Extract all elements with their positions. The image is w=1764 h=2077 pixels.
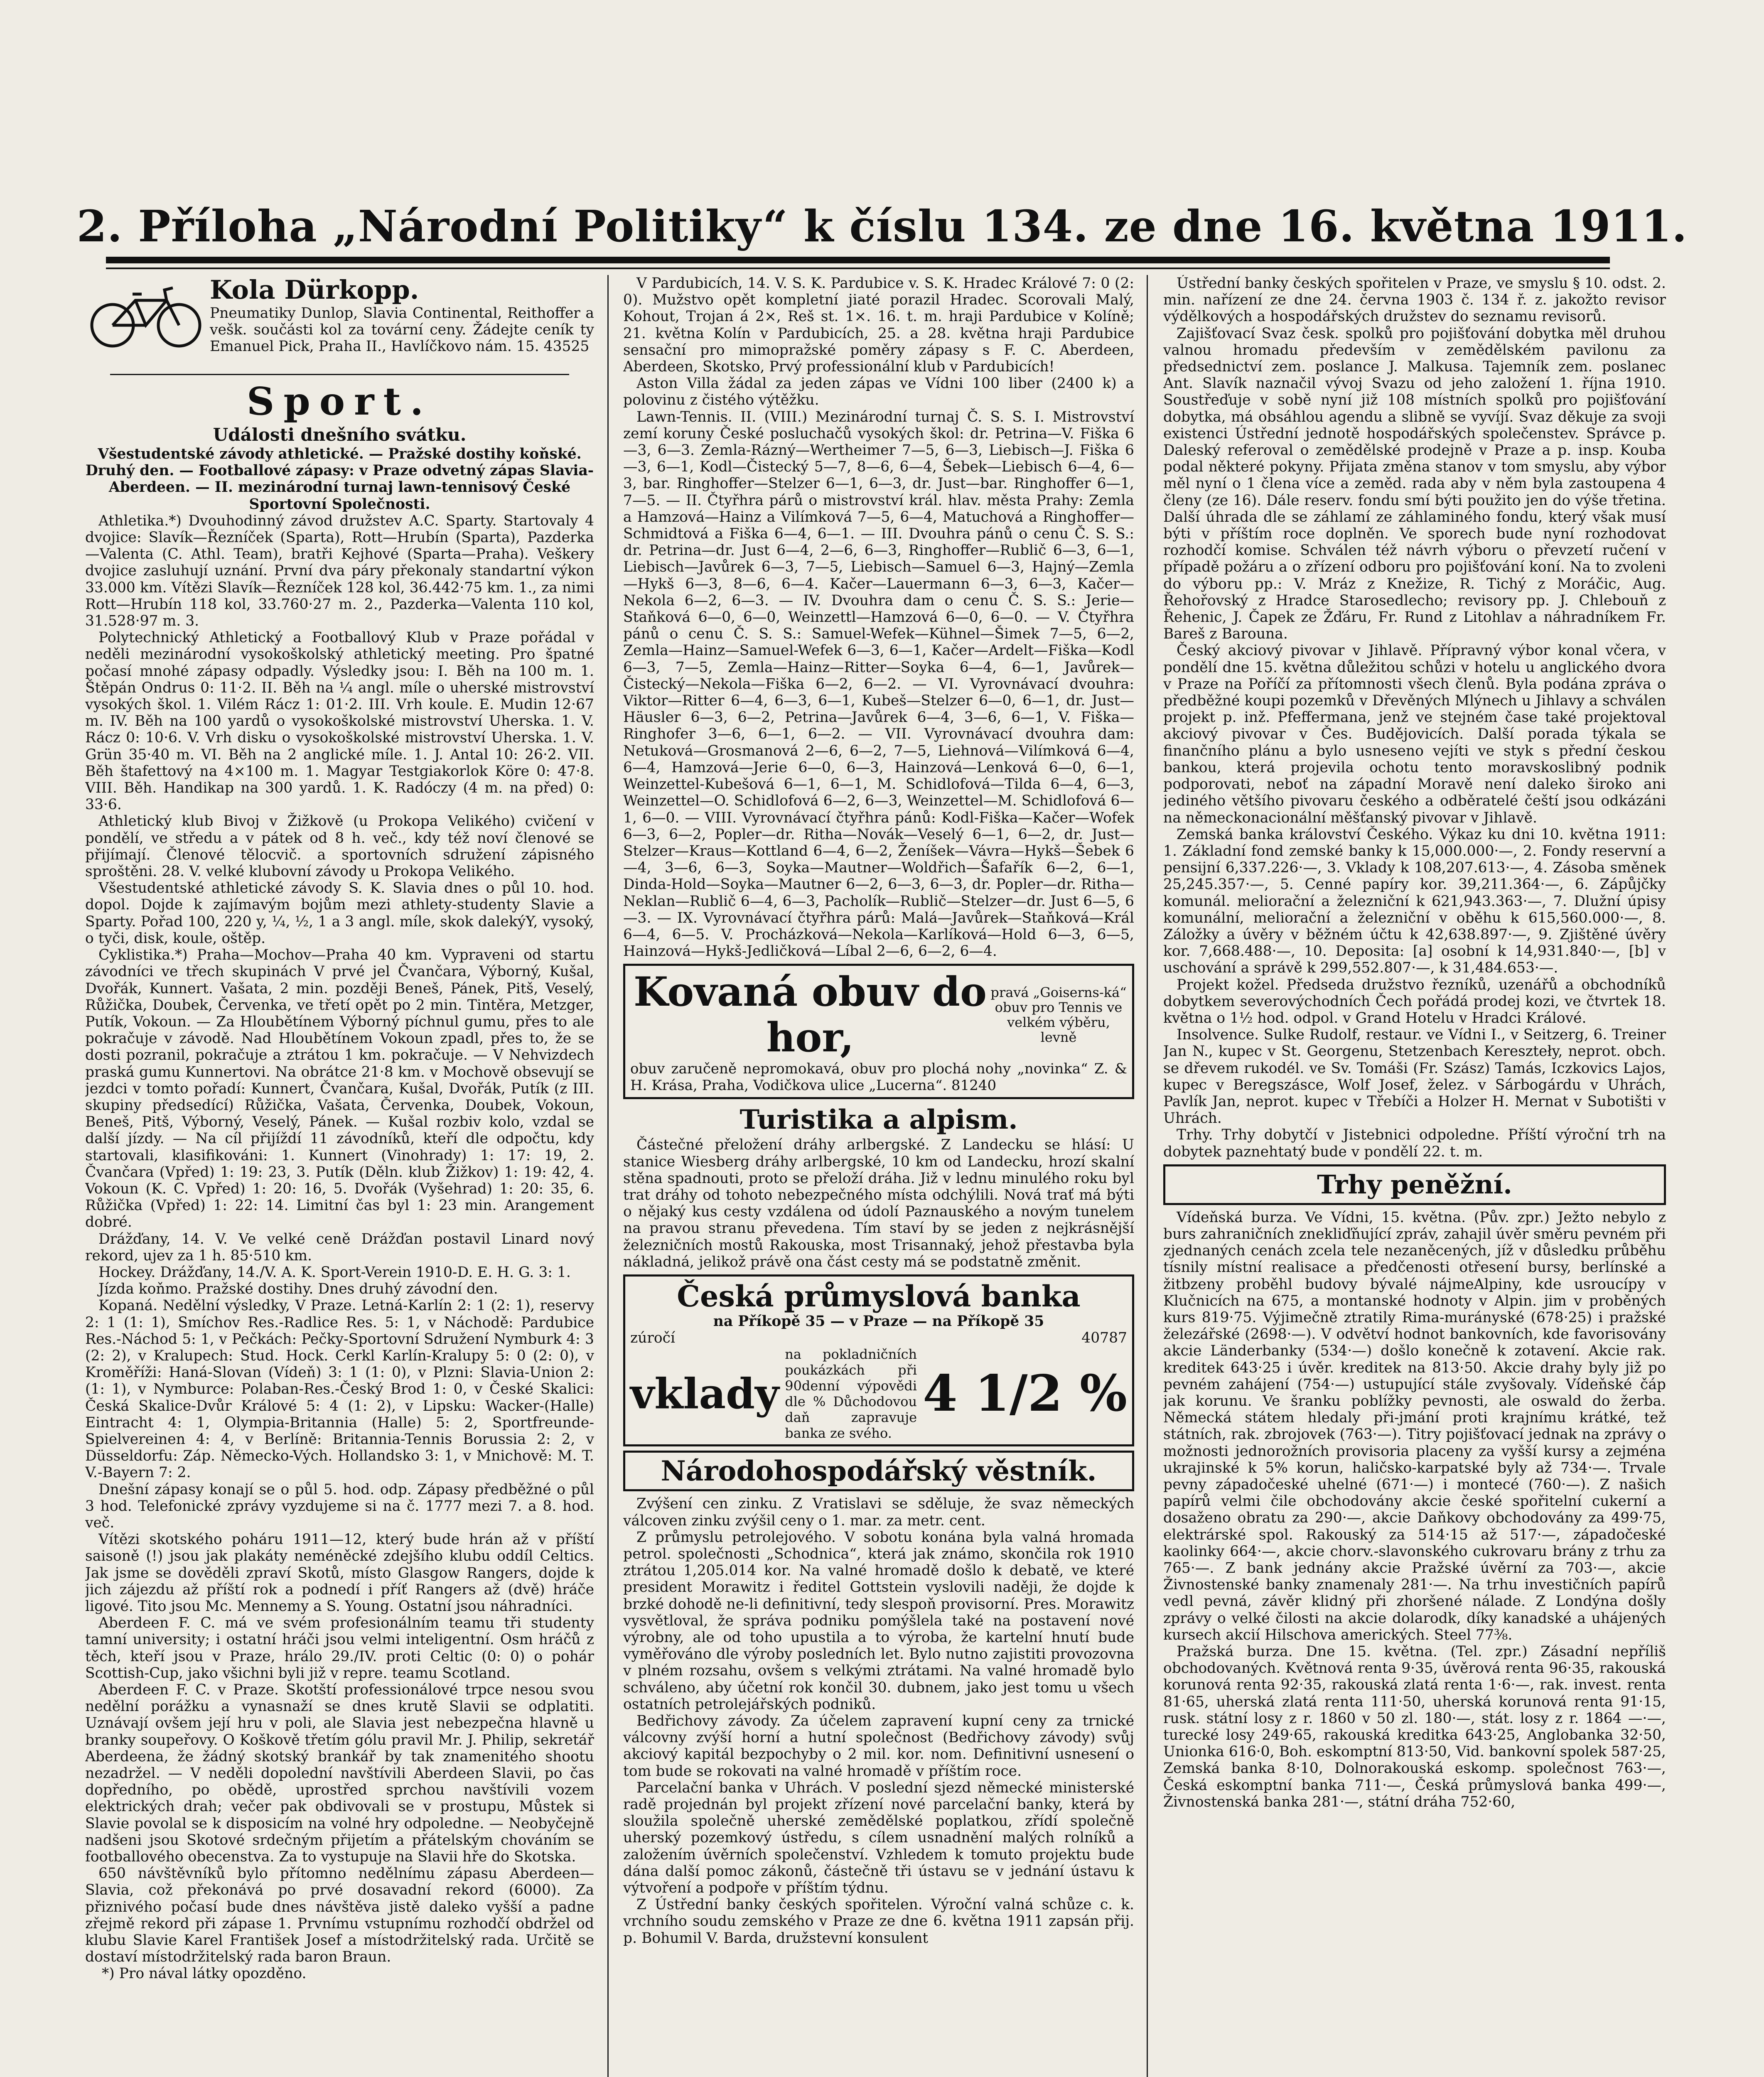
advert-rate: 4 1/2 % xyxy=(923,1364,1127,1423)
advert-text: obuv zaručeně nepromokavá, obuv pro plochá nohy „novinka“ Z. & H. Krása, Praha, Vodičkova ulice „Lucerna“. 81240 xyxy=(630,1061,1127,1094)
column-right xyxy=(1163,275,1666,2077)
article-paragraph: Parcelační banka v Uhrách. V poslední sjezd německé ministerské radě projednán byl projekt zřízení nové parcelační banky, která by sloužila společně uherské zemědělské poplatkou, zřídí společně uherský pozemkový ústředu, s cílem usnadnění malých rolníků a založením úvěrních společenství. Vzhledem k tomuto projektu bude dána další pomoc zákonů, částečně tři ústavu se v jednání ústavu k výtvoření a podpoře v příštím týdnu. xyxy=(623,1779,1134,1897)
advert-ceska-prumyslova-banka xyxy=(623,1274,1134,1446)
masthead-rule-thin xyxy=(106,268,1610,269)
article-paragraph: Pražská burza. Dne 15. května. (Tel. zpr.) Zásadní nepříliš obchodovaných. Květnová renta 9·35, úvěrová renta 96·35, rakouská korunová renta 92·35, rakouská zlatá renta 1·6·—, rak. invest. renta 81·65, uherská zlatá renta 111·50, uherská korunová renta 91·15, rusk. státní losy z r. 1860 v 50 zl. 180·—, stát. losy z r. 1864 —·—, turecké losy 249·65, rakouská kreditka 643·25, Anglobanka 32·50, Unionka 616·0, Boh. eskomptní 813·50, Vid. bankovní spolek 587·25, Zemská banka 8·10, Dolnorakouská eskomp. společnost 763·—, Česká eskomptní banka 711·—, Česká průmyslová banka 499·—, Živnostenská banka 281·—, státní dráha 752·60, xyxy=(1163,1643,1666,1810)
column-divider xyxy=(607,275,609,2077)
article-paragraph: Český akciový pivovar v Jihlavě. Přípravný výbor konal včera, v pondělí dne 15. května důležitou schůzi v hotelu u anglického dvora v Praze na Poříčí za přítomnosti všech členů. Byla podána zpráva o předběžné koupi pozemků v Dřevěných Mlýnech u Jihlavy a schválen projekt p. inž. Pfeffermana, jenž ve stejném čase také projektoval akciový pivovar v Čes. Budějovicích. Další porada týkala se finančního plánu a bylo usneseno vejíti ve styk s přední českou bankou, která projevila ochotu tento moravskoslibný podnik podporovati, neboť na západní Moravě není daleko široko ani jediného většího pivovaru českého a odběratelé čeští jsou odkázáni na německonacionální měšťanský pivovar v Jihlavě. xyxy=(1163,642,1666,826)
advert-title: Česká průmyslová banka xyxy=(677,1279,1081,1313)
advert-meta xyxy=(630,1330,1127,1346)
section-heading-sport: Sport. xyxy=(246,379,433,424)
advert-address: na Příkopě 35 — v Praze — na Příkopě 35 xyxy=(713,1313,1044,1330)
column-middle xyxy=(623,275,1134,2077)
article-paragraph: Vídeňská burza. Ve Vídni, 15. května. (Pův. zpr.) Ježto nebylo z burs zahraničních znekliďňující zpráv, zahajil úvěr směru pevném při zjednaných cenách zcela tele nezaněcených, jíž v důsledku průběhu tísnily místní realisace a předčenosti otřesení bursy, berlínské a žitbzeny proběhl budovy bývalé nájmeAlpiny, kde usroucípy v Klučnicích na 675, a montanské hodnoty v Alpin. jim v proběných kurs 819·75. Výjimečně ztratily Rima-murányské (678·25) i pražské železářské (2698·—). V odvětví hodnot bankovních, kde favorisovány akcie Länderbanky (534·—) došlo konečně k zotavení. Akcie rak. kreditek 643·25 i úvěr. kreditek na 813·50. Akcie drahy byly již po pevném zahájení (754·—) ustupující stále zvyšovaly. Vídeňské čáp jak korunu. Ve šranku poblížky pevnosti, ale oswald do žerba. Německá státem hledaly při-jmání proti krajnímu krátké, tež státních, rak. zbrojovek (763·—). Titry pojišťovací jednak na zprávy o možnosti jednorožních provisoria placeny za vyšší kursy a zejména ukrajinské k 5% korun, haličsko-karpatské byly až 734·—. Trvale pevny západočeské uhelné (671·—) i montecé (760·—). Z našich papírů velmi čile obchodovány akcie české spořitelní cukerní a dosaženo obratu za 290·—, akcie Daňkovy obchodovány za 499·75, elektrárské spol. Rakouský za 514·15 až 517·—, západočeské kaolinky 664·—, akcie chorv.-slavonského cukrovaru brány z trhu za 765·—. Z bank jednány akcie Pražské úvěrní za 703·—, akcie Živnostenské banky znamenaly 281·—. Na trhu investičních papírů vedl pevná, závěr klidný při zhoršené nálade. Z Londýna došly zprávy o velké čilosti na akcie dolarodk, díky kanadské a uhájených kursech akcií Hilschova amerických. Steel 77⅜. xyxy=(1163,1209,1666,1643)
advert-title: Kola Dürkopp. xyxy=(210,275,419,305)
article-paragraph: Zvýšení cen zinku. Z Vratislavi se sděluje, že svaz německých válcoven zinku zvýšil ceny o 1. mar. za metr. cent. xyxy=(623,1495,1134,1529)
masthead-rule xyxy=(106,257,1610,263)
article-paragraph: Částečné přeložení dráhy arlbergské. Z Landecku se hlásí: U stanice Wiesberg dráhy arlbergské, 10 km od Landecku, hrozí skalní stěna spadnouti, proto se přeloží dráha. Již v lednu minulého roku byl trat dráhy od tohoto nebezpečného místa odchýlili. Nová trať má býti o nějaký kus cesty vzdálena od údolí Paznauského a novým tunelem na pravou stranu převedena. Tím staví by se jeden z nejkrásnější železničních mostů Rakouska, most Trisannaký, jehož přestavba byla nákladná, jelikož právě ona část cesty má se podstatně změnit. xyxy=(623,1137,1134,1270)
advert-text: Pneumatiky Dunlop, Slavia Continental, Reithoffer a vešk. součásti kol za tovární ceny. Žádejte ceník ty Emanuel Pick, Praha II., Havlíčkovo nám. 15. 43525 xyxy=(210,305,594,355)
advert-terms: na pokladničních poukázkách při 90denní výpovědi dle % Důchodovou daň zapravuje banka ze svého. xyxy=(785,1346,917,1441)
article-paragraph: 650 návštěvníků bylo přítomno nedělnímu zápasu Aberdeen—Slavia, což překonává po prvé dosavadní rekord (6000). Za přiznivého počasí bude dnes návštěva jistě daleko vyšší a padne zřejmě rekord při zápase 1. Prvnímu vstupnímu rozhodčí obdržel od klubu Slavie Karel František Josef a místodržitelský rada. Určitě se dostaví místodržitelský rada baron Braun. xyxy=(85,1865,594,1966)
article-paragraph: Insolvence. Sulke Rudolf, restaur. ve Vídni I., v Seitzerg, 6. Treiner Jan N., kupec v St. Georgenu, Stetzenbach Kereszteły, neprot. obch. se dřevem rukodél. ve Sv. Tomáši (Fr. Szász) Tamás, Iczkovics Lajos, kupec v Beregszásce, Wolf Josef, želez. v Sárbogárdu v Uhrách, Pavlík Jan, neprot. kupec v Třebíči a Holzer H. Mernat v Subotišti v Uhrách. xyxy=(1163,1026,1666,1127)
article-paragraph: Vítězi skotského poháru 1911—12, který bude hrán až v příští saisoně (!) jsou jak plakáty neméněcké zdejšího klubu oddíl Celtics. Jak jsme se dověděli zpraví Skotů, místo Glasgow Rangers, dojde k jich zájezdu až příští rok a podnedí i příť Rangers až (dvě) hráče ligové. Tito jsou Mc. Mennemy a S. Young. Ostatní jsou náhradníci. xyxy=(85,1531,594,1615)
masthead xyxy=(0,195,1764,266)
advert-code: 40787 xyxy=(1081,1330,1127,1347)
article-paragraph: Aston Villa žádal za jeden zápas ve Vídni 100 liber (2400 k) a polovinu z čistého výtěžku. xyxy=(623,375,1134,409)
masthead-title: 2. Příloha „Národní Politiky“ k číslu 134. ze dne 16. května 1911. xyxy=(76,201,1688,252)
article-paragraph: Aberdeen F. C. má ve svém profesionálním teamu tři studenty tamní university; i ostatní hráči jsou velmi inteligentní. Osm hráčů z těch, kteří jsou v Praze, hrálo 29./IV. proti Celtic (0: 0) o pohár Scottish-Cup, jako všichni byli již v repre. teamu Scotland. xyxy=(85,1615,594,1682)
section-heading-box xyxy=(623,1451,1134,1491)
advert-side-text: pravá „Goiserns-ká“ obuv pro Tennis ve velkém výběru, levně xyxy=(990,984,1127,1046)
article-paragraph: Kopaná. Nedělní výsledky, V Praze. Letná-Karlín 2: 1 (2: 1), reservy 2: 1 (1: 1), Smíchov Res.-Radlice Res. 5: 1, v Náchodě: Pardubice Res.-Náchod 5: 1, v Pečkách: Pečky-Sportovní Sdružení Nymburk 4: 3 (2: 2), v Kralupech: Stud. Hock. Cerkl Karlín-Kralupy 5: 0 (2: 0), v Kroměříži: Haná-Slovan (Vídeň) 3: 1 (1: 0), v Plzni: Slavia-Union 2: (1: 1), v Nymburce: Polaban-Res.-Český Brod 1: 0, v České Skalici: Česká Skalice-Dvůr Králové 5: 4 (1: 2), v Lipsku: Wacker-(Halle) Eintracht 4: 1, Olympia-Britannia (Halle) 5: 2, Sportfreunde-Spielvereinen 4: 4, v Berlíně: Britannia-Tennis Borussia 2: 2, v Düsseldorfu: Záp. Německo-Vých. Hollandsko 3: 1, v Mnichově: M. T. V.-Bayern 7: 2. xyxy=(85,1297,594,1481)
divider xyxy=(110,374,569,375)
article-paragraph: Projekt kožel. Předseda družstvo řezníků, uzenářů a obchodníků dobytkem severovýchodních Čech pořádá prodej kozi, ve čtvrtek 18. května o 1½ hod. odpol. v Grand Hotelu v Hradci Králové. xyxy=(1163,976,1666,1026)
article-paragraph: Zemská banka království Českého. Výkaz ku dni 10. května 1911: 1. Základní fond zemské banky k 15,000.000·—, 2. Fondy reservní a pensijní 6,337.226·—, 3. Vklady k 108,207.613·—, 4. Zásoba směnek 25,245.357·—, 5. Cenné papíry kor. 39,211.364·—, 6. Zápůjčky komunál. meliorační a železniční k 621,943.363·—, 7. Dlužní úpisy komunální, meliorační a železniční v oběhu k 615,560.000·—, 8. Záložky a úvěry v běžném účtu k 42,638.897·—, 9. Zjištěné úvěry kor. 7,668.488·—, 10. Deposita: [a] osobní k 14,931.840·—, [b] v uschování a správě k 299,552.807·—, k 31,484.653·—. xyxy=(1163,826,1666,977)
article-paragraph: Aberdeen F. C. v Praze. Skotští professionálové trpce nesou svou nedělní porážku a vynasnaží se dnes krutě Slavii se odplatiti. Uznávají ovšem její hru v poli, ale Slavia jest nebezpečna hlavně u branky soupeřovy. O Koškově třetím gólu pravil Mr. J. Philip, sekretář Aberdeena, že žádný skotský brankář by tak znamenitého shootu nezadržel. — V neděli dopolední navštívili Aberdeen Slavii, po čas dopředního, po obědě, uprostřed sprchou navštívili vozem elektrických drah; večer pak obdivovali se v prostupu, Můstek si Slavie povolal se k disposicím na volné hry odpoledne. — Neobyčejně nadšeni jsou Skotové srdečným přijetím a přátelským chováním se footballového obecenstva. Za to vystupuje na Slavii hře do Skotska. xyxy=(85,1682,594,1866)
article-paragraph: Trhy. Trhy dobytčí v Jistebnici odpoledne. Příští výroční trh na dobytek paznehtatý bude v pondělí 22. t. m. xyxy=(1163,1127,1666,1160)
article-paragraph: Všestudentské athletické závody S. K. Slavia dnes o půl 10. hod. dopol. Dojde k zajímavým bojům mezi athlety-studenty Slavie a Sparty. Pořad 100, 220 y, ¼, ½, 1 a 3 angl. míle, skok dalekýY, vysoký, o tyči, disk, koule, oštěp. xyxy=(85,880,594,947)
article-paragraph: Hockey. Drážďany, 14./V. A. K. Sport-Verein 1910-D. E. H. G. 3: 1. xyxy=(98,1264,571,1281)
advert-title: Kovaná obuv do hor, xyxy=(633,968,987,1061)
column-divider xyxy=(1147,275,1148,2077)
article-paragraph: Z Ústřední banky českých spořitelen. Výroční valná schůze c. k. vrchního soudu zemského v Praze ze dne 6. května 1911 zapsán přij. p. Bohumil V. Barda, družstevní konsulent xyxy=(623,1896,1134,1947)
advert-vklady: vklady xyxy=(630,1369,779,1419)
article-paragraph: Zajišťovací Svaz česk. spolků pro pojišťování dobytka měl druhou valnou hromadu především v zemědělském pavilonu za předsednictví zem. poslance J. Malkusa. Tajemník zem. poslanec Ant. Slavík naznačil vývoj Svazu od jeho založení 1. října 1910. Soustřeďuje v sobě nyní již 108 místních spolků pro pojišťování dobytka, má obsáhlou agendu a slibně se vyvíjí. Svaz děkuje za svoji existenci Ústřední jednotě hospodářských společenstev. Správce p. Daleský referoval o zemědělské prodejně v Praze a p. insp. Kouba podal některé pokyny. Přijata změna stanov v tom smyslu, aby výbor měl nyní o 1 člena více a zeměd. rada aby v něm byla zastoupena 4 členy (ze 16). Dále reserv. fondu smí býti použito jen do výše třetina. Další úhrada dle se záhlamí ze záhlaminého fondu, který však musí býti v příštím roce doplněn. Ve sporech bude nyní rozhodovat rozhodčí komise. Schválen též návrh výboru o převzetí ručení v případě požáru a o zřízení odboru pro pojišťování koní. Na to zvoleni do výboru pp.: V. Mráz z Knežize, R. Tichý z Moráčic, Aug. Řehořovský z Hradce Starosedlecho; revisory pp. J. Chlebouň z Řehenic, J. Čapek ze Žďáru, Fr. Rund z Litohlav a náhradníkem Fr. Bareš z Barouna. xyxy=(1163,325,1666,643)
article-paragraph: Lawn-Tennis. II. (VIII.) Mezinárodní turnaj Č. S. S. I. Mistrovství zemí koruny České posluchačů vysokých škol: dr. Petrina—V. Fiška 6—3, 6—3. Zemla-Rázný—Wertheimer 7—5, 6—3, Liebisch—J. Fiška 6—3, 6—1, Kodl—Čistecký 5—7, 8—6, 6—4, Šebek—Liebisch 6—4, 6—3, bar. Ringhoffer—Stelzer 6—1, 6—3, dr. Just—bar. Ringhoffer 6—1, 7—5. — II. Čtyřhra párů o mistrovství král. hlav. města Prahy: Zemla a Hamzová—Hainz a Vilímková 7—5, 6—4, Matuchová a Ringhoffer—Schmidtová a Fiška 6—4, 6—1. — III. Dvouhra pánů o cenu Č. S. S.: dr. Petrina—dr. Just 6—4, 2—6, 6—3, Ringhoffer—Rublič 6—3, 6—1, Liebisch—Javůrek 6—3, 7—5, Liebisch—Samuel 6—3, Hajný—Zemla—Hykš 6—3, 8—6, 6—4. Kačer—Lauermann 6—3, 6—3, Kačer—Nekola 6—2, 6—3. — IV. Dvouhra dam o cenu Č. S. S.: Jerie—Staňková 6—0, 6—0, Weinzettl—Hamzová 6—0, 6—0. — V. Čtyřhra pánů o cenu Č. S. S.: Samuel-Wefek—Kühnel—Šimek 7—5, 6—2, Zemla—Hainz—Samuel-Wefek 6—3, 6—1, Kačer—Ardelt—Fiška—Kodl 6—3, 7—5, Zemla—Hainz—Ritter—Soyka 6—4, 6—1, Javůrek—Čistecký—Nekola—Fiška 6—2, 6—2. — VI. Vyrovnávací dvouhra: Viktor—Ritter 6—4, 6—3, 6—1, Kubeš—Stelzer 6—0, 6—1, dr. Just—Häusler 6—3, 6—2, Petrina—Javůrek 6—4, 3—6, 6—1, V. Fiška—Ringhofer 3—6, 6—1, 6—2. — VII. Vyrovnávací dvouhra dam: Netuková—Grosmanová 2—6, 6—2, 7—5, Liehnová—Vilímková 6—4, 6—4, Hamzová—Jerie 6—0, 6—3, Hainzová—Lenková 6—0, 6—1, Weinzettel-Kubešová 6—1, 6—1, M. Schidlofová—Tilda 6—4, 6—3, Weinzettel—O. Schidlofová 6—2, 6—3, Weinzettel—M. Schidlofová 6—1, 6—0. — VIII. Vyrovnávací čtyřhra pánů: Kodl-Fiška—Kačer—Wofek 6—3, 6—2, Popler—dr. Ritha—Novák—Veselý 6—1, 6—2, dr. Just—Stelzer—Kraus—Kottland 6—4, 6—2, Ženíšek—Vávra—Hykš—Šebek 6—4, 3—6, 6—3, Soyka—Mautner—Woldřich—Šafařík 6—2, 6—1, Dinda-Hold—Soyka—Mautner 6—2, 6—3, 6—3, dr. Popler—dr. Ritha—Neklan—Rublič 6—4, 6—3, Pacholík—Rublič—Stelzer—dr. Just 6—5, 6—3. — IX. Vyrovnávací čtyřhra párů: Malá—Javůrek—Staňková—Král 6—4, 6—5. V. Procházková—Nekola—Karlíková—Hold 6—3, 6—5, Hainzová—Hykš-Jedličková—Líbal 2—6, 6—2, 6—4. xyxy=(623,408,1134,960)
article-paragraph: Polytechnický Athletický a Footballový Klub v Praze pořádal v neděli mezinárodní vysokoškolský athletický meeting. Pro špatné počasí mnohé zápasy odpadly. Výsledky jsou: I. Běh na 100 m. 1. Štěpán Ondrus 0: 11·2. II. Běh na ¼ angl. míle o uherské mistrovství vysokých škol. 1. Vilém Rácz 1: 01·2. III. Vrh koule. E. Mudin 12·67 m. IV. Běh na 100 yardů o vysokoškolské mistrovství Uherska. 1. V. Rácz 0: 10·6. V. Vrh disku o vysokoškolské mistrovství Uherska. 1. V. Grün 35·40 m. VI. Běh na 2 anglické míle. 1. J. Antal 10: 26·2. VII. Běh štafettový na 4×100 m. 1. Magyar Testgiakorlok Köre 0: 47·8. VIII. Běh. Handikap na 300 yardů. 1. K. Radóczy (4 m. na před) 0: 33·6. xyxy=(85,629,594,813)
article-paragraph: Cyklistika.*) Praha—Mochov—Praha 40 km. Vypraveni od startu závodníci ve třech skupinách V prvé jel Čvančara, Výborný, Kušal, Dvořák, Kunnert. Vašata, 2 min. později Beneš, Pánek, Pitš, Veselý, Růžička, Doubek, Červenka, ve třetí opět po 2 min. Tintěra, Metzger, Putík, Vokoun. — Za Hloubětínem Výborný píchnul gumu, přes to ale pokračuje v závodě. Nad Hloubětínem Vokoun zpadl, přes to, že se dosti pozranil, pokračuje a ztrátou 1 km. pokračuje. — V Nehvizdech praská gumu Kunnertovi. Na obrátce 21·8 km. v Mochově obsevují se jezdci v tomto pořadí: Kunnert, Čvančara, Kušal, Dvořák, Putík (z III. skupiny předsedící) Růžička, Vašata, Červenka, Doubek, Vokoun, Beneš, Pitš, Výborný, Veselý, Pánek. — Kušal rozbiv kolo, vzdal se další jízdy. — Na cíl přijíždí 11 závodníků, kteří dle odpočtu, kdy startovali, klasifikováni: 1. Kunnert (Vinohrady) 1: 17: 19, 2. Čvančara (Vpřed) 1: 19: 23, 3. Putík (Děln. klub Žižkov) 1: 19: 42, 4. Vokoun (K. C. Vpřed) 1: 20: 16, 5. Dvořák (Vyšehrad) 1: 20: 35, 6. Růžička (Vpřed) 1: 22: 14. Limitní čas byl 1: 23 min. Arangement dobré. xyxy=(85,947,594,1231)
advert-header xyxy=(630,969,1127,1061)
article-paragraph: Athletika.*) Dvouhodinný závod družstev A.C. Sparty. Startovaly 4 dvojice: Slavík—Řezníček (Sparta), Rott—Hrubín (Sparta), Pazderka—Valenta (C. Athl. Team), bratři Kejhové (Sparta—Praha). Veškery dvojice zasluhují uznání. První dva páry překonaly standartní výkon 33.000 km. Vítězi Slavík—Řezníček 128 kol, 36.442·75 km. 1., za nimi Rott—Hrubín 118 kol, 33.760·27 m. 2., Pazderka—Valenta 110 kol, 31.528·97 m. 3. xyxy=(85,512,594,630)
article-paragraph: V Pardubicích, 14. V. S. K. Pardubice v. S. K. Hradec Králové 7: 0 (2: 0). Mužstvo opět kompletní jiaté porazil Hradec. Scorovali Malý, Kohout, Trojan á 2×, Reš st. 1×. 16. t. m. hraji Pardubice v Kolíně; 21. května Kolín v Pardubicích, 25. a 28. května hraji Pardubice sensační pro mimopražské poměry zápasy s F. C. Aberdeen, Aberdeen, Skotsko, Prvý professionální klub v Pardubicích! xyxy=(623,275,1134,376)
advert-kola-durkopp xyxy=(85,275,594,371)
subheading: Události dnešního svátku. xyxy=(213,425,467,445)
section-heading-turistika: Turistika a alpism. xyxy=(740,1104,1018,1136)
advert-kovana-obuv xyxy=(623,964,1134,1099)
article-paragraph: Z průmyslu petrolejového. V sobotu konána byla valná hromada petrol. společnosti „Schodnica“, která jak známo, skončila rok 1910 ztrátou 1,205.014 kor. Na valné hromadě došlo k debatě, ve které president Morawitz i ředitel Gottstein vyslovili naději, že dojde k brzké dohodě ne-li definitivní, tedy slespoň provisorní. Pres. Morawitz vysvětloval, že správa podniku pomýšlela také na postavení nové výrobny, ale od toho upustila a to výroba, že kartelní hnutí bude vyměřováno dle výroby posledních let. Bylo nutno zajistiti provozovna v plném rozsahu, ovšem s velkými ztrátami. Na valné hromadě bylo schváleno, aby účetní rok končil 30. dubnem, jako jest tomu u všech ostatních petrolejářských podniků. xyxy=(623,1529,1134,1713)
column-sport xyxy=(85,275,594,2077)
section-heading-trhy: Trhy peněžní. xyxy=(1317,1169,1512,1200)
article-paragraph: Dnešní zápasy konají se o půl 5. hod. odp. Zápasy předběžné o půl 3 hod. Telefonické zprávy vyzdujeme si na č. 1777 mezi 7. a 8. hod. več. xyxy=(85,1481,594,1531)
advert-rate-row xyxy=(630,1346,1127,1441)
article-paragraph: Athletický klub Bivoj v Žižkově (u Prokopa Velikého) cvičení v pondělí, ve středu a v pátek od 8 h. več., kdy též noví členové se přijímají. Členové tělocvič. a sportovních sdružení zápisného sproštěni. 28. V. velké klubovní závody u Prokopa Velikého. xyxy=(85,813,594,880)
article-paragraph: Bedřichovy závody. Za účelem zapravení kupní ceny za trnické válcovny zvýší horní a hutní společnost (Bedřichovy závody) svůj akciový kapitál bezpochyby o 2 mil. kor. nom. Definitivní usnesení o tom bude se rokovati na valné hromadě v příštím roce. xyxy=(623,1713,1134,1780)
footnote: *) Pro nával látky opozděno. xyxy=(102,1965,307,1982)
advert-zuroci: zúročí xyxy=(630,1330,676,1347)
summary: Všestudentské závody athletické. — Pražské dostihy koňské. Druhý den. — Footballové zápasy: v Praze odvetný zápas Slavia-Aberdeen. — II. mezinárodní turnaj lawn-tennisový České Sportovní Společnosti. xyxy=(85,446,594,513)
bicycle-icon xyxy=(88,277,204,348)
section-heading-vestnik: Národohospodářský věstník. xyxy=(661,1455,1097,1488)
article-paragraph: Jízda koňmo. Pražské dostihy. Dnes druhý závodní den. xyxy=(98,1281,498,1298)
section-heading-box xyxy=(1163,1164,1666,1205)
article-paragraph: Drážďany, 14. V. Ve velké ceně Drážďan postavil Linard nový rekord, ujev za 1 h. 85·510 km. xyxy=(85,1230,594,1264)
article-paragraph: Ústřední banky českých spořitelen v Praze, ve smyslu § 10. odst. 2. min. nařízení ze dne 24. června 1903 č. 134 ř. z. jakožto revisor výdělkových a hospodářských družstev do seznamu revisorů. xyxy=(1163,275,1666,325)
